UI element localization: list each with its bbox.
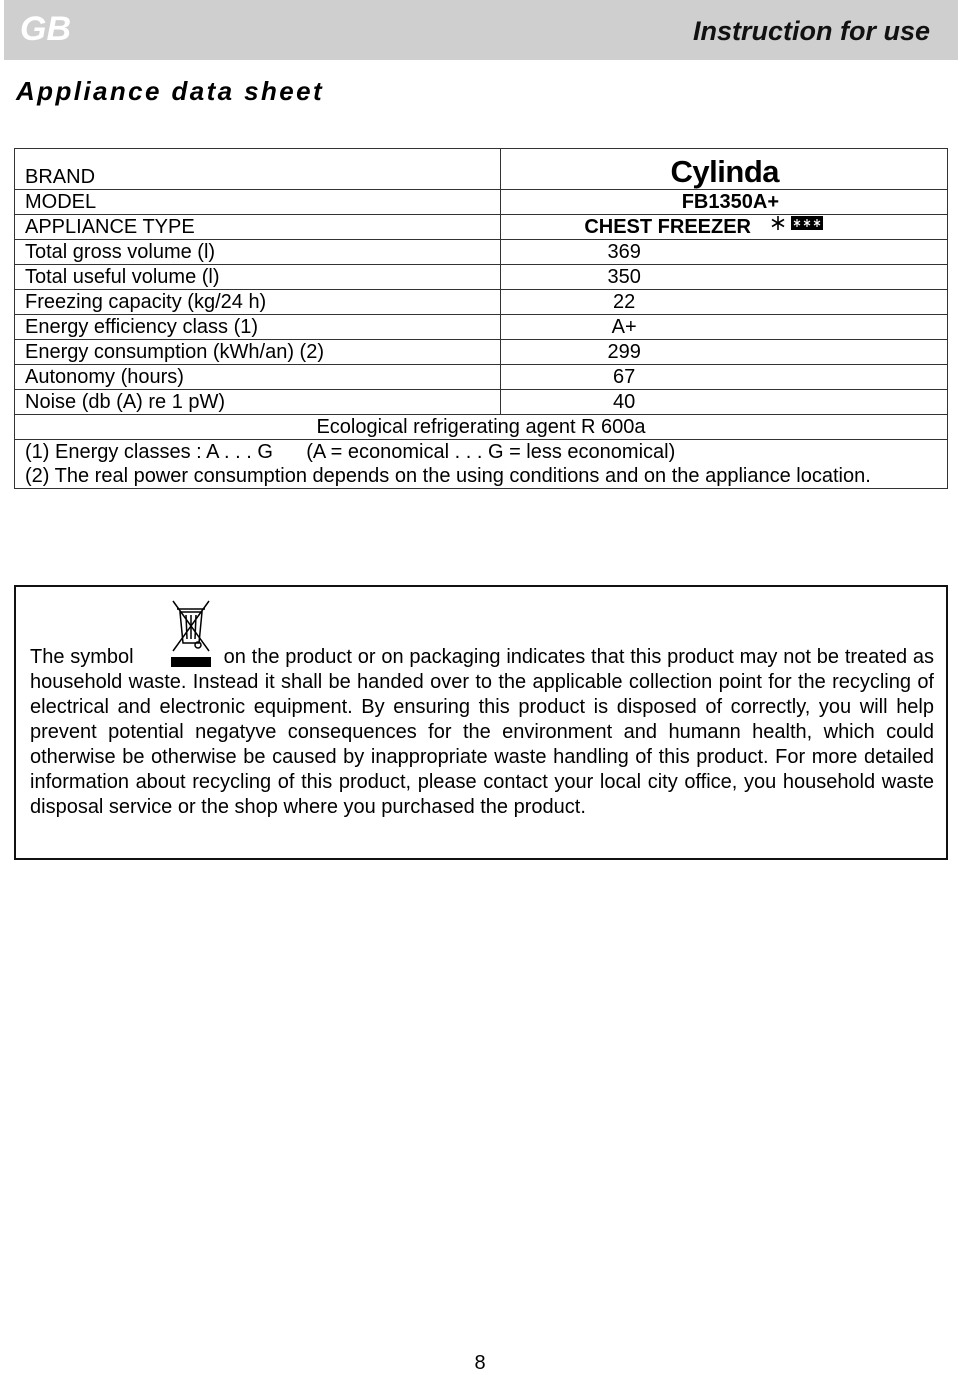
- row-label: APPLIANCE TYPE: [15, 215, 501, 240]
- page-number: 8: [474, 1352, 486, 1374]
- weee-text: [30, 645, 934, 820]
- row-value: 67: [501, 365, 948, 390]
- refrigerant-note: Ecological refrigerating agent R 600a: [15, 415, 948, 440]
- weee-text-rest: on the product or on packaging indicates that this product may not be treated as household waste. Instead it shall be handed over to the applicable collection point for the recycling of electrical and electronic equipment. By ensuring this product is disposed of correctly, you will help prevent potential negatyve consequences for the environment and humann health, which could otherwise be otherwise be caused by inappropriate waste handling of this product. For more detailed information about recycling of this product, please contact your local city office, you household waste disposal service or the shop where you purchased the product.: [30, 646, 934, 818]
- row-label: Noise (db (A) re 1 pW): [15, 390, 501, 415]
- table-row: [15, 240, 948, 265]
- row-value: FB1350A+: [501, 190, 948, 215]
- table-row: [15, 149, 948, 190]
- row-label: BRAND: [15, 149, 501, 190]
- row-label: Autonomy (hours): [15, 365, 501, 390]
- row-label: Total useful volume (l): [15, 265, 501, 290]
- table-row: [15, 190, 948, 215]
- header-title: Instruction for use: [692, 16, 930, 46]
- row-label: Total gross volume (l): [15, 240, 501, 265]
- table-row: [15, 440, 948, 489]
- section-title: Appliance data sheet: [16, 76, 325, 106]
- table-row: [15, 315, 948, 340]
- table-row: [15, 365, 948, 390]
- table-row: [15, 215, 948, 240]
- appliance-data-table: [14, 148, 948, 489]
- row-label: Freezing capacity (kg/24 h): [15, 290, 501, 315]
- row-value: CHEST FREEZER: [584, 216, 751, 238]
- row-label: Energy consumption (kWh/an) (2): [15, 340, 501, 365]
- row-value: A+: [501, 315, 948, 340]
- row-value: 299: [501, 340, 948, 365]
- table-row: [15, 265, 948, 290]
- footnote-power-consumption: (2) The real power consumption depends on the using conditions and on the appliance location.: [25, 465, 871, 487]
- row-value: 22: [501, 290, 948, 315]
- footnote-energy-classes: (1) Energy classes : A . . . G (A = economical . . . G = less economical): [25, 441, 676, 463]
- footnotes-cell: [15, 440, 948, 489]
- row-label: Energy efficiency class (1): [15, 315, 501, 340]
- table-row: [15, 390, 948, 415]
- four-star-freezer-icon: [769, 214, 825, 238]
- row-label: MODEL: [15, 190, 501, 215]
- table-row: [15, 290, 948, 315]
- row-value-cell: [501, 215, 948, 240]
- row-value: 369: [501, 240, 948, 265]
- table-row: [15, 340, 948, 365]
- table-row: [15, 415, 948, 440]
- weee-notice-box: [14, 585, 948, 860]
- row-value: 350: [501, 265, 948, 290]
- weee-text-start: The symbol: [30, 646, 134, 668]
- brand-logo-cell: [501, 149, 948, 190]
- row-value: 40: [501, 390, 948, 415]
- header-bar: [4, 0, 958, 60]
- brand-logo: Cylinda: [670, 154, 779, 189]
- language-code: GB: [20, 10, 71, 48]
